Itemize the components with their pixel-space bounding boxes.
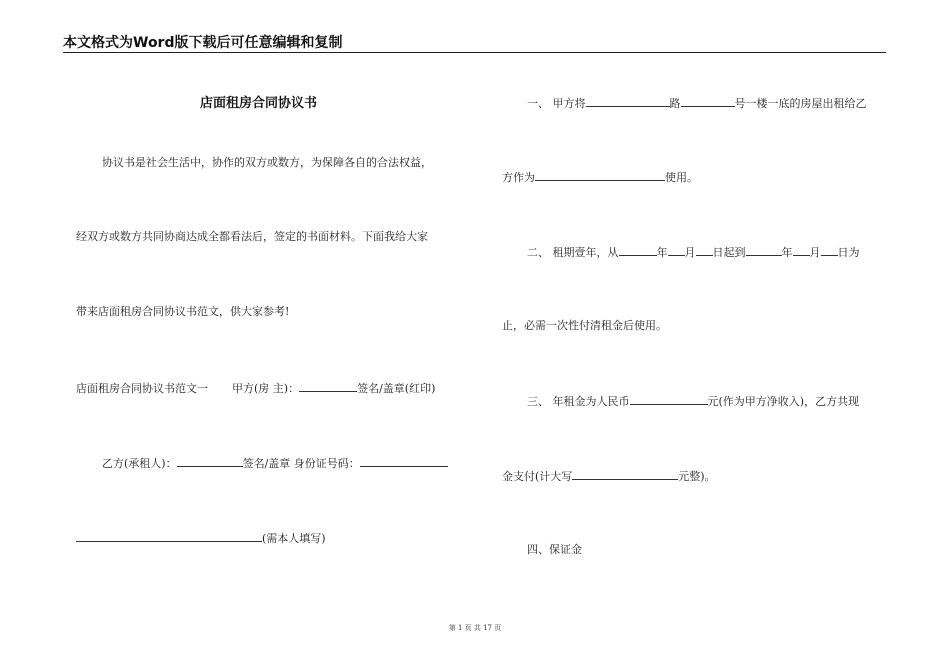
clause-2-line: [527, 244, 860, 260]
clause-text: 一、 甲方将: [527, 97, 586, 110]
clause-text: 年: [781, 246, 793, 259]
clause-2-cont-line: 止，必需一次性付清租金后使用。: [502, 319, 667, 332]
clause-text: 月: [809, 246, 821, 259]
paragraph-line: 带来店面租房合同协议书范文，供大家参考!: [76, 305, 290, 318]
party-b-label: 乙方(承租人)：: [102, 457, 177, 470]
clause-text: 年: [656, 246, 668, 259]
self-fill-note: (需本人填写): [262, 532, 326, 545]
blank-field[interactable]: [619, 244, 657, 256]
party-b-line: [102, 455, 448, 471]
blank-field[interactable]: [630, 393, 708, 405]
blank-field[interactable]: [76, 530, 262, 542]
document-title: 店面租房合同协议书: [200, 96, 318, 111]
blank-field[interactable]: [746, 244, 782, 256]
clause-1-cont-line: [502, 169, 698, 185]
clause-text: 使用。: [665, 171, 698, 184]
clause-text: 方作为: [502, 171, 535, 184]
paragraph-line: 协议书是社会生活中，协作的双方或数方，为保障各自的合法权益，: [102, 156, 432, 169]
party-a-line: [76, 380, 435, 396]
paragraph-line: 经双方或数方共同协商达成全都看法后，签定的书面材料。下面我给大家: [76, 230, 428, 243]
clause-4-heading: 四、保证金: [527, 543, 582, 556]
clause-text: 元整)。: [678, 470, 716, 483]
self-fill-line: [76, 530, 326, 546]
blank-field[interactable]: [360, 455, 448, 467]
clause-text: 元(作为甲方净收入)，乙方共现: [707, 395, 860, 408]
clause-1-line: [527, 95, 867, 111]
blank-field[interactable]: [535, 169, 665, 181]
party-a-label: 甲方(房 主)：: [232, 382, 300, 395]
blank-field[interactable]: [177, 455, 243, 467]
clause-3-line: [527, 393, 859, 409]
blank-field[interactable]: [572, 468, 678, 480]
blank-field[interactable]: [586, 95, 670, 107]
clause-text: 月: [684, 246, 696, 259]
clause-text: 日为: [837, 246, 860, 259]
clause-text: 二、 租期壹年，从: [527, 246, 619, 259]
download-notice-header: 本文格式为Word版下载后可任意编辑和复制: [63, 34, 886, 53]
sample-heading: 店面租房合同协议书范文一: [76, 382, 208, 395]
page-number: 第 1 页 共 17 页: [448, 624, 502, 632]
clause-3-cont-line: [502, 468, 716, 484]
signature-id-label: 签名/盖章 身份证号码：: [242, 457, 360, 470]
blank-field[interactable]: [668, 244, 685, 256]
blank-field[interactable]: [299, 380, 357, 392]
clause-text: 金支付(计大写: [502, 470, 573, 483]
clause-text: 三、 年租金为人民币: [527, 395, 630, 408]
blank-field[interactable]: [696, 244, 713, 256]
blank-field[interactable]: [793, 244, 810, 256]
clause-text: 日起到: [712, 246, 746, 259]
signature-label: 签名/盖章(红印): [357, 382, 436, 395]
blank-field[interactable]: [821, 244, 838, 256]
clause-text: 路: [669, 97, 681, 110]
clause-text: 号一楼一底的房屋出租给乙: [734, 97, 867, 110]
blank-field[interactable]: [681, 95, 735, 107]
